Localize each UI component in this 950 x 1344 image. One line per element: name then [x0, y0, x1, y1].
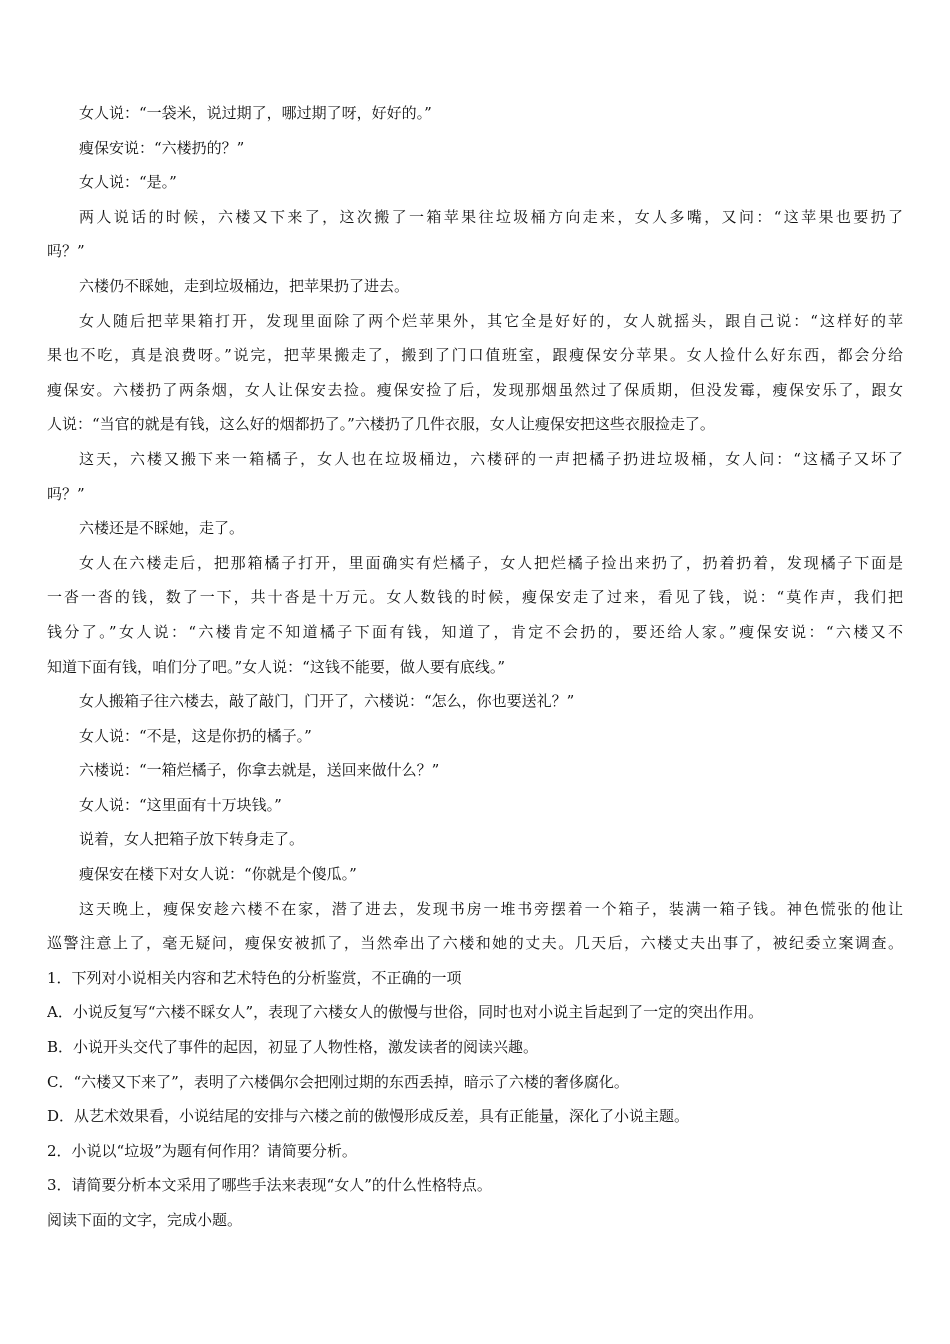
story-line: 女人说：“这里面有十万块钱。” [79, 795, 282, 814]
story-line: 女人在六楼走后，把那箱橘子打开，里面确实有烂橘子，女人把烂橘子捡出来扔了，扔着扔着，发现橘子下面是 [79, 553, 903, 572]
story-line: 两人说话的时候，六楼又下来了，这次搬了一箱苹果往垃圾桶方向走来，女人多嘴，又问：“这苹果也要扔了 [79, 207, 903, 226]
next-section-instruction: 阅读下面的文字，完成小题。 [47, 1211, 243, 1229]
option-d: D．从艺术效果看，小说结尾的安排与六楼之前的傲慢形成反差，具有正能量，深化了小说主题。 [47, 1107, 690, 1126]
story-line: 女人随后把苹果箱打开，发现里面除了两个烂苹果外，其它全是好好的，女人就摇头，跟自己说：“这样好的苹 [79, 311, 903, 330]
story-line: 瘦保安说：“六楼扔的？” [79, 138, 245, 157]
story-line: 六楼仍不睬她，走到垃圾桶边，把苹果扔了进去。 [79, 276, 410, 295]
story-line: 女人说：“不是，这是你扔的橘子。” [79, 726, 312, 745]
story-line: 一沓一沓的钱，数了一下，共十沓是十万元。女人数钱的时候，瘦保安走了过来，看见了钱，说：“莫作声，我们把 [47, 588, 903, 607]
story-line: 这天，六楼又搬下来一箱橘子，女人也在垃圾桶边，六楼砰的一声把橘子扔进垃圾桶，女人问：“这橘子又坏了 [79, 449, 903, 468]
option-b: B．小说开头交代了事件的起因，初显了人物性格，激发读者的阅读兴趣。 [47, 1038, 539, 1057]
story-line: 钱分了。”女人说：“六楼肯定不知道橘子下面有钱，知道了，肯定不会扔的，要还给人家。”瘦保安说：“六楼又不 [47, 622, 903, 641]
story-line: 果也不吃，真是浪费呀。”说完，把苹果搬走了，搬到了门口值班室，跟瘦保安分苹果。女人捡什么好东西，都会分给 [47, 346, 903, 365]
question-1: 1．下列对小说相关内容和艺术特色的分析鉴赏，不正确的一项 [47, 968, 462, 987]
story-line: 说着，女人把箱子放下转身走了。 [79, 830, 305, 849]
story-line: 瘦保安在楼下对女人说：“你就是个傻瓜。” [79, 865, 357, 884]
story-line: 这天晚上，瘦保安趁六楼不在家，潜了进去，发现书房一堆书旁摆着一个箱子，装满一箱子钱。神色慌张的他让 [79, 899, 903, 918]
story-line: 巡警注意上了，毫无疑问，瘦保安被抓了，当然牵出了六楼和她的丈夫。几天后，六楼丈夫出事了，被纪委立案调查。 [47, 934, 903, 953]
story-line: 人说：“当官的就是有钱，这么好的烟都扔了。”六楼扔了几件衣服，女人让瘦保安把这些衣服捡走了。 [47, 415, 715, 434]
story-line: 六楼说：“一箱烂橘子，你拿去就是，送回来做什么？” [79, 761, 440, 780]
question-list [47, 961, 903, 1238]
option-a: A．小说反复写“六楼不睬女人”，表现了六楼女人的傲慢与世俗，同时也对小说主旨起到了一定的突出作用。 [47, 1003, 764, 1022]
story-line: 吗？” [47, 242, 85, 261]
story-line: 瘦保安。六楼扔了两条烟，女人让保安去捡。瘦保安捡了后，发现那烟虽然过了保质期，但没发霉，瘦保安乐了，跟女 [47, 380, 903, 399]
story-line: 女人搬箱子往六楼去，敲了敲门，门开了，六楼说：“怎么，你也要送礼？” [79, 692, 575, 711]
document-page [47, 96, 903, 1238]
story-line: 吗？” [47, 484, 85, 503]
story-text [47, 96, 903, 961]
question-3: 3．请简要分析本文采用了哪些手法来表现“女人”的什么性格特点。 [47, 1176, 492, 1195]
option-c: C．“六楼又下来了”，表明了六楼偶尔会把刚过期的东西丢掉，暗示了六楼的奢侈腐化。 [47, 1072, 629, 1091]
story-line: 六楼还是不睬她，走了。 [79, 519, 245, 538]
question-2: 2．小说以“垃圾”为题有何作用？请简要分析。 [47, 1141, 357, 1160]
story-line: 知道下面有钱，咱们分了吧。”女人说：“这钱不能要，做人要有底线。” [47, 657, 506, 676]
story-line: 女人说：“一袋米，说过期了，哪过期了呀，好好的。” [79, 104, 432, 122]
story-line: 女人说：“是。” [79, 173, 177, 192]
